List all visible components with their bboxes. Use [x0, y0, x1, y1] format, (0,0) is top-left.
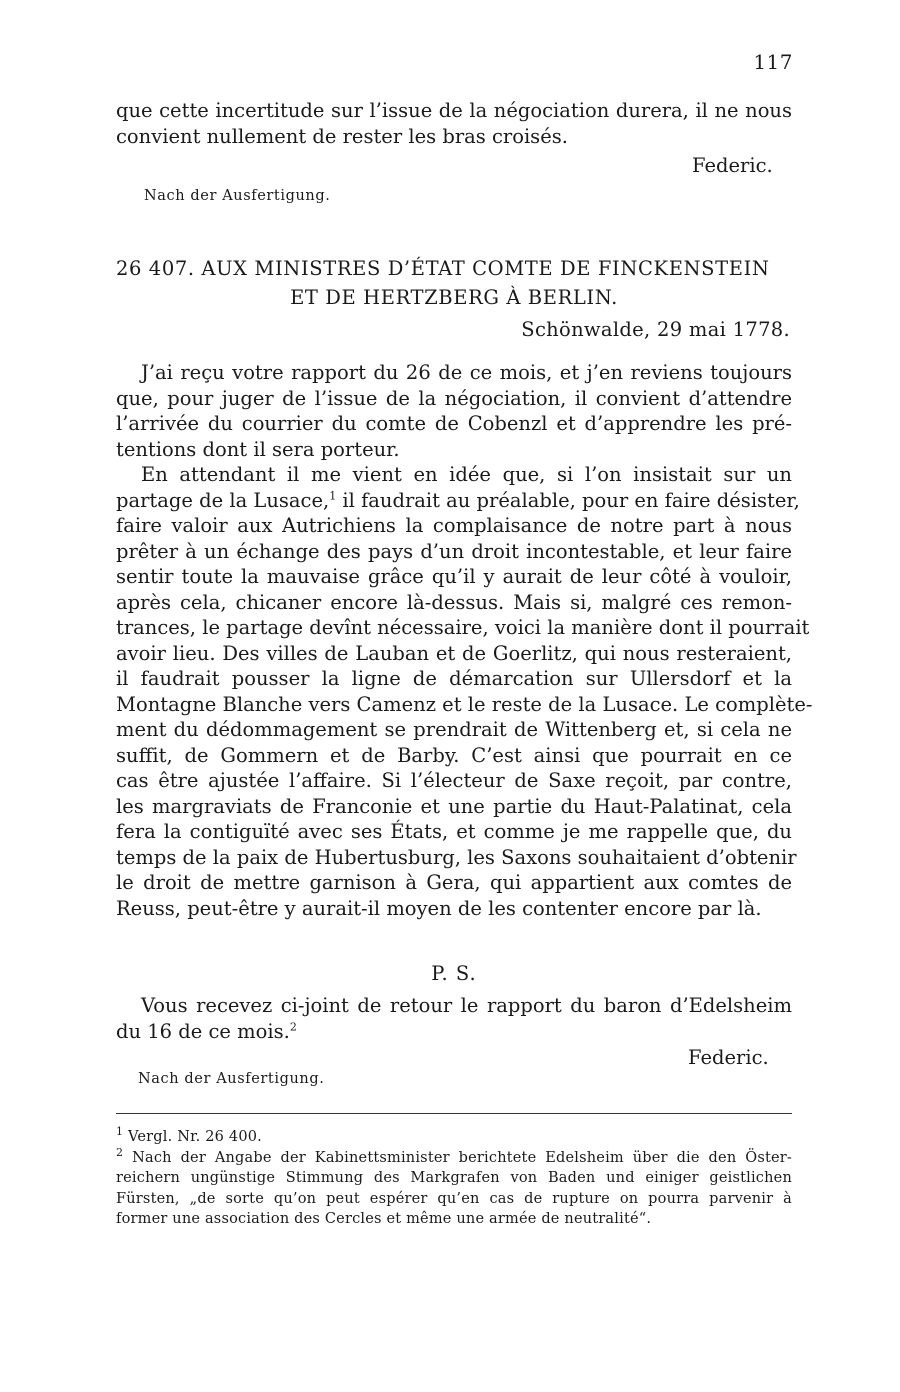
postscript-body — [116, 993, 792, 1044]
dateline: Schönwalde, 29 mai 1778. — [521, 318, 790, 341]
text-line: fera la contiguïté avec ses États, et comme je me rappelle que, du — [116, 820, 792, 843]
postscript-title: P. S. — [431, 962, 477, 985]
text-line: les margraviats de Franconie et une partie du Haut-Palatinat, cela — [116, 794, 792, 818]
footnote-text: Vergl. Nr. 26 400. — [128, 1129, 262, 1145]
footnotes — [116, 1127, 792, 1230]
text-line: Reuss, peut-être y aurait-il moyen de les contenter encore par là. — [116, 896, 762, 920]
footnote-2-line: Fürsten, „de sorte qu’on peut espérer qu’en cas de rupture on pourra parvenir à — [116, 1190, 792, 1207]
text-line: l’arrivée du courrier du comte de Cobenzl et d’apprendre les pré- — [116, 412, 792, 435]
text-segment: du 16 de ce mois. — [116, 1019, 290, 1043]
source-note: Nach der Ausfertigung. — [138, 1071, 325, 1087]
footnote-reference: 1 — [329, 489, 337, 502]
text-line: convient nullement de rester les bras croisés. — [116, 124, 568, 148]
text-line: que cette incertitude sur l’issue de la négociation durera, il ne nous — [116, 99, 792, 122]
text-line — [116, 488, 800, 514]
footnote-reference: 2 — [289, 1020, 297, 1033]
footnote-2-line: former une association des Cercles et même une armée de neutralité“. — [116, 1211, 652, 1227]
text-segment: partage de la Lusace, — [116, 488, 330, 512]
footnote-marker: 2 — [116, 1145, 124, 1159]
text-line: sentir toute la mauvaise grâce qu’il y aurait de leur côté à vouloir, — [116, 565, 792, 588]
heading-line: ET DE HERTZBERG À BERLIN. — [290, 286, 618, 309]
source-note: Nach der Ausfertigung. — [144, 188, 331, 204]
page-number: 117 — [753, 50, 793, 74]
text-line: Montagne Blanche vers Camenz et le reste de la Lusace. Le complète- — [116, 692, 813, 716]
text-line: J’ai reçu votre rapport du 26 de ce mois, et j’en reviens toujours — [141, 361, 792, 384]
footnote-text: Nach der Angabe der Kabinettsminister berichtete Edelsheim über die den Öster- — [132, 1149, 793, 1166]
text-line: prêter à un échange des pays d’un droit incontestable, et leur faire — [116, 539, 792, 563]
signature: Federic. — [688, 1046, 769, 1069]
footnote-marker: 1 — [116, 1125, 124, 1139]
text-line: faire valoir aux Autrichiens la complaisance de notre part à nous — [116, 514, 792, 537]
footnote-1 — [116, 1127, 792, 1148]
footnote-divider — [116, 1113, 792, 1114]
text-line: trances, le partage devînt nécessaire, voici la manière dont il pourrait — [116, 616, 810, 639]
text-line: le droit de mettre garnison à Gera, qui appartient aux comtes de — [116, 871, 792, 894]
text-line: après cela, chicaner encore là-dessus. Mais si, malgré ces remon- — [116, 590, 792, 614]
text-line: En attendant il me vient en idée que, si l’on insistait sur un — [141, 463, 792, 486]
letter-body — [116, 360, 813, 921]
footnote-2-line: reichern ungünstige Stimmung des Markgrafen von Baden und einiger geistlichen — [116, 1170, 792, 1186]
footnote-2-line — [116, 1145, 793, 1169]
text-line: temps de la paix de Hubertusburg, les Saxons souhaitaient d’obtenir — [116, 845, 797, 869]
previous-letter-ending — [116, 98, 792, 149]
signature: Federic. — [692, 154, 773, 177]
text-line: Vous recevez ci-joint de retour le rapport du baron d’Edelsheim — [141, 994, 792, 1017]
text-segment: il faudrait au préalable, pour en faire désister, — [336, 488, 800, 512]
text-line: tentions dont il sera porteur. — [116, 437, 400, 461]
text-line — [116, 1019, 792, 1045]
text-line: avoir lieu. Des villes de Lauban et de Goerlitz, qui nous resteraient, — [116, 641, 792, 665]
text-line: suffit, de Gommern et de Barby. C’est ainsi que pourrait en ce — [116, 743, 792, 767]
text-line: ment du dédommagement se prendrait de Wittenberg et, si cela ne — [116, 718, 792, 741]
text-line: il faudrait pousser la ligne de démarcation sur Ullersdorf et la — [116, 667, 792, 690]
text-line: cas être ajustée l’affaire. Si l’électeur de Saxe reçoit, par contre, — [116, 769, 792, 792]
text-line: que, pour juger de l’issue de la négociation, il convient d’attendre — [116, 386, 792, 410]
letter-heading — [116, 254, 792, 312]
heading-line: 26 407. AUX MINISTRES D’ÉTAT COMTE DE FINCKENSTEIN — [116, 257, 770, 280]
